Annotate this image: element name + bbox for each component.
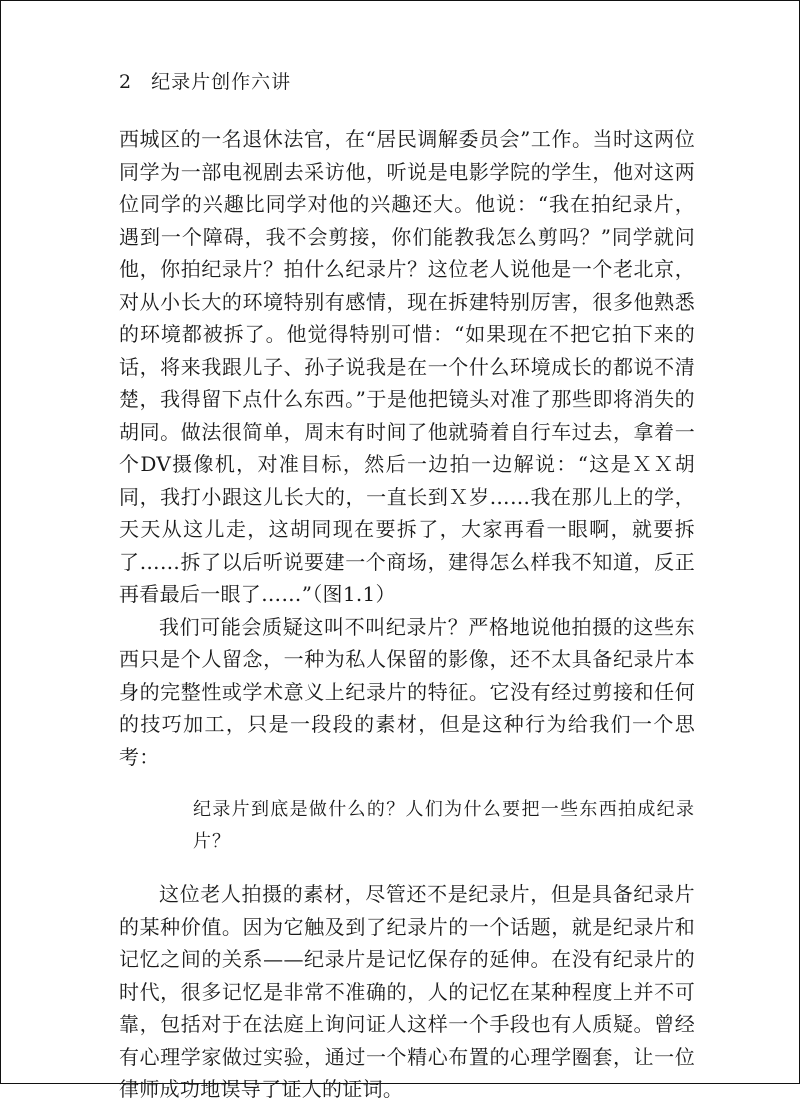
paragraph: 这位老人拍摄的素材，尽管还不是纪录片，但是具备纪录片的某种价值。因为它触及到了纪录片的一个话题，就是纪录片和记忆之间的关系——纪录片是记忆保存的延伸。在没有纪录片的时代，很多记忆是非常不准确的，人的记忆在某种程度上并不可靠，包括对于在法庭上询问证人这样一个手段也有人质疑。曾经有心理学家做过实验，通过一个精心布置的心理学圈套，让一位律师成功地误导了证人的证词。: [119, 882, 695, 1101]
page-number: 2: [119, 71, 133, 93]
paragraph-continued: 西城区的一名退休法官，在“居民调解委员会”工作。当时这两位同学为一部电视剧去采访他，听说是电影学院的学生，他对这两位同学的兴趣比同学对他的兴趣还大。他说：“我在拍纪录片，遇到一个障碍，我不会剪接，你们能教我怎么剪吗？”同学就问他，你拍纪录片？拍什么纪录片？这位老人说他是一个老北京，对从小长大的环境特别有感情，现在拆建特别厉害，很多他熟悉的环境都被拆了。他觉得特别可惜：“如果现在不把它拍下来的话，将来我跟儿子、孙子说我是在一个什么环境成长的都说不清楚，我得留下点什么东西。”于是他把镜头对准了那些即将消失的胡同。做法很简单，周末有时间了他就骑着自行车过去，拿着一个DV摄像机，对准目标，然后一边拍一边解说：“这是ＸＸ胡同，我打小跟这儿长大的，一直长到Ｘ岁……我在那儿上的学，天天从这儿走，这胡同现在要拆了，大家再看一眼啊，就要拆了……拆了以后听说要建一个商场，建得怎么样我不知道，反正再看最后一眼了……”（图1.1）: [119, 127, 695, 606]
paragraph: 我们可能会质疑这叫不叫纪录片？严格地说他拍摄的这些东西只是个人留念，一种为私人保留的影像，还不太具备纪录片本身的完整性或学术意义上纪录片的特征。它没有经过剪接和任何的技巧加工，只是一段段的素材，但是这种行为给我们一个思考：: [119, 614, 695, 769]
body-text: [119, 123, 695, 1106]
running-title: 纪录片创作六讲: [151, 71, 292, 93]
highlighted-question: 纪录片到底是做什么的？人们为什么要把一些东西拍成纪录片？: [193, 799, 695, 852]
running-header: [119, 67, 291, 94]
